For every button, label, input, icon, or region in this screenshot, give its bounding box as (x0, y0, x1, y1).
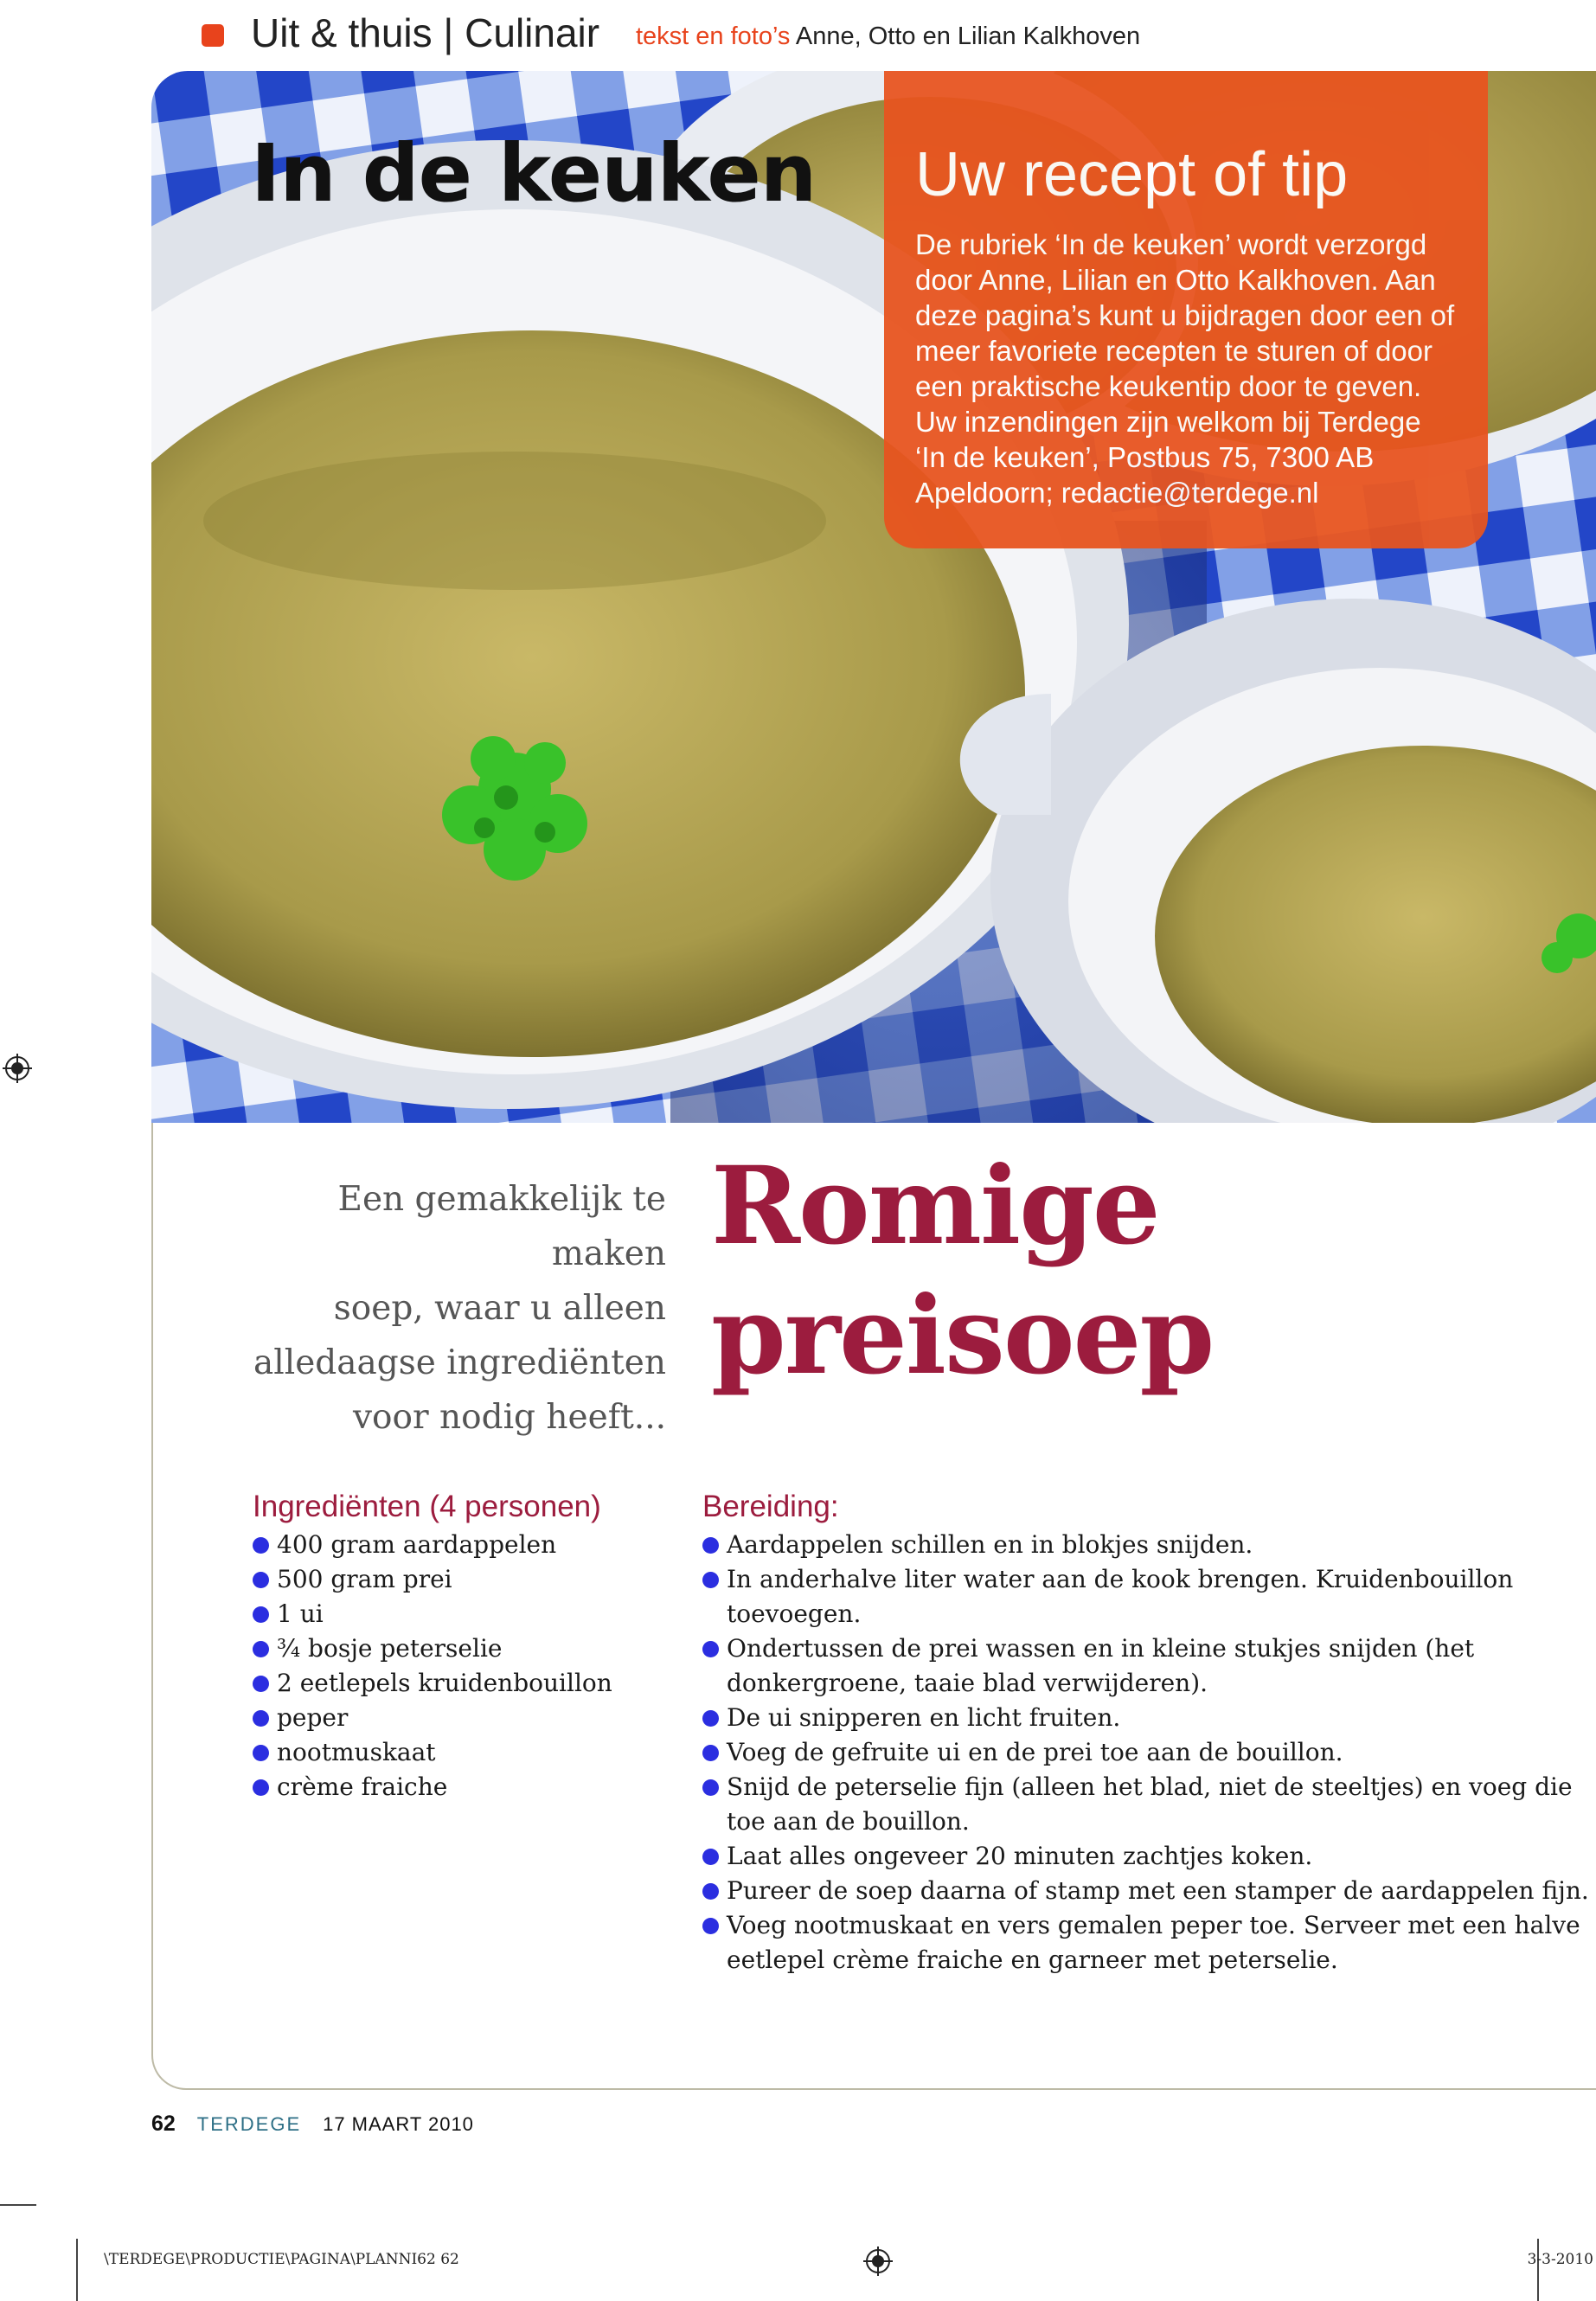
ingredient-text: 2 eetlepels kruidenbouillon (277, 1669, 612, 1697)
list-item (702, 1631, 1589, 1701)
intro-text (216, 1172, 666, 1445)
bullet-icon (702, 1537, 719, 1554)
list-item (702, 1701, 1589, 1735)
bullet-icon (253, 1676, 269, 1692)
bullet-icon (702, 1918, 719, 1934)
section-marker (202, 24, 224, 47)
step-text: Ondertussen de prei wassen en in kleine stukjes snijden (het donkergroene, taaie blad verwijderen). (727, 1634, 1475, 1697)
ingredient-text: nootmuskaat (277, 1738, 436, 1766)
intro-line: Een gemakkelijk te maken (337, 1180, 666, 1273)
bullet-icon (253, 1779, 269, 1796)
bullet-icon (702, 1572, 719, 1588)
bullet-icon (253, 1710, 269, 1727)
step-text: Aardappelen schillen en in blokjes snijden. (727, 1530, 1253, 1559)
ingredients-list (253, 1528, 659, 1804)
bullet-icon (702, 1779, 719, 1796)
intro-line: voor nodig heeft... (352, 1398, 666, 1437)
step-text: In anderhalve liter water aan de kook brengen. Kruidenbouillon toevoegen. (727, 1565, 1514, 1628)
ingredient-text: 1 ui (277, 1599, 324, 1628)
list-item (253, 1597, 659, 1631)
recipe-title-line: Romige (711, 1144, 1159, 1269)
list-item (702, 1908, 1589, 1977)
bullet-icon (253, 1641, 269, 1657)
step-text: De ui snipperen en licht fruiten. (727, 1703, 1121, 1732)
list-item (253, 1562, 659, 1597)
crop-mark (76, 2239, 78, 2301)
bullet-icon (702, 1710, 719, 1727)
list-item (253, 1770, 659, 1804)
ingredient-text: ¾ bosje peterselie (277, 1634, 503, 1663)
list-item (253, 1528, 659, 1562)
ingredient-text: 500 gram prei (277, 1565, 452, 1593)
credit-line (636, 19, 1140, 54)
ingredient-text: 400 gram aardappelen (277, 1530, 557, 1559)
slug-file-path: \TERDEGE\PRODUCTIE\PAGINA\PLANNI62 62 (104, 2251, 459, 2268)
intro-line: soep, waar u alleen (333, 1289, 666, 1328)
list-item (253, 1631, 659, 1666)
page-folio (151, 2111, 474, 2138)
magazine-name: TERDEGE (196, 2113, 302, 2135)
issue-date: 17 MAART 2010 (323, 2113, 474, 2135)
recipe-title (711, 1142, 1213, 1401)
step-text: Voeg de gefruite ui en de prei toe aan de bouillon. (727, 1738, 1343, 1766)
slug-date: 3-3-2010 (1527, 2251, 1593, 2268)
list-item (253, 1701, 659, 1735)
step-text: Voeg nootmuskaat en vers gemalen peper toe. Serveer met een halve eetlepel crème fraiche en garneer met peterselie. (727, 1911, 1580, 1974)
tip-box (884, 71, 1488, 548)
section-title: Uit & thuis | Culinair (251, 10, 600, 55)
bullet-icon (702, 1641, 719, 1657)
step-text: Snijd de peterselie fijn (alleen het blad, niet de steeltjes) en voeg die toe aan de bouillon. (727, 1772, 1573, 1836)
bullet-icon (253, 1572, 269, 1588)
bullet-icon (253, 1606, 269, 1623)
list-item (702, 1839, 1589, 1874)
crop-mark (0, 2204, 36, 2206)
bullet-icon (702, 1883, 719, 1900)
list-item (702, 1528, 1589, 1562)
tip-box-title: Uw recept of tip (915, 140, 1349, 209)
bullet-icon (702, 1849, 719, 1865)
bullet-icon (253, 1745, 269, 1761)
bullet-icon (702, 1745, 719, 1761)
preparation-list (702, 1528, 1589, 1977)
bullet-icon (253, 1537, 269, 1554)
ingredient-text: crème fraiche (277, 1772, 448, 1801)
ingredients-heading: Ingrediënten (4 personen) (253, 1490, 601, 1523)
photo-title: In de keuken (251, 127, 817, 220)
list-item (253, 1666, 659, 1701)
page-number: 62 (151, 2112, 176, 2136)
step-text: Pureer de soep daarna of stamp met een stamper de aardappelen fijn. (727, 1876, 1589, 1905)
registration-mark-icon (863, 2247, 893, 2276)
recipe-title-line: preisoep (711, 1273, 1214, 1399)
credit-names: Anne, Otto en Lilian Kalkhoven (795, 22, 1141, 50)
list-item (702, 1735, 1589, 1770)
list-item (702, 1874, 1589, 1908)
preparation-heading: Bereiding: (702, 1490, 839, 1523)
registration-mark-icon (3, 1054, 32, 1083)
list-item (702, 1562, 1589, 1631)
intro-line: alledaagse ingrediënten (253, 1343, 666, 1382)
step-text: Laat alles ongeveer 20 minuten zachtjes koken. (727, 1842, 1313, 1870)
crop-mark (1537, 2239, 1539, 2301)
tip-box-text: De rubriek ‘In de keuken’ wordt verzorgd door Anne, Lilian en Otto Kalkhoven. Aan deze pagina’s kunt u bijdragen door een of meer favoriete recepten te sturen of door een praktische keukentip door te geven. Uw inzendingen zijn welkom bij Terdege ‘In de keuken’, Postbus 75, 7300 AB Apeldoorn; redactie@terdege.nl (915, 228, 1455, 509)
credit-label: tekst en foto’s (636, 22, 791, 50)
list-item (702, 1770, 1589, 1839)
list-item (253, 1735, 659, 1770)
ingredient-text: peper (277, 1703, 349, 1732)
